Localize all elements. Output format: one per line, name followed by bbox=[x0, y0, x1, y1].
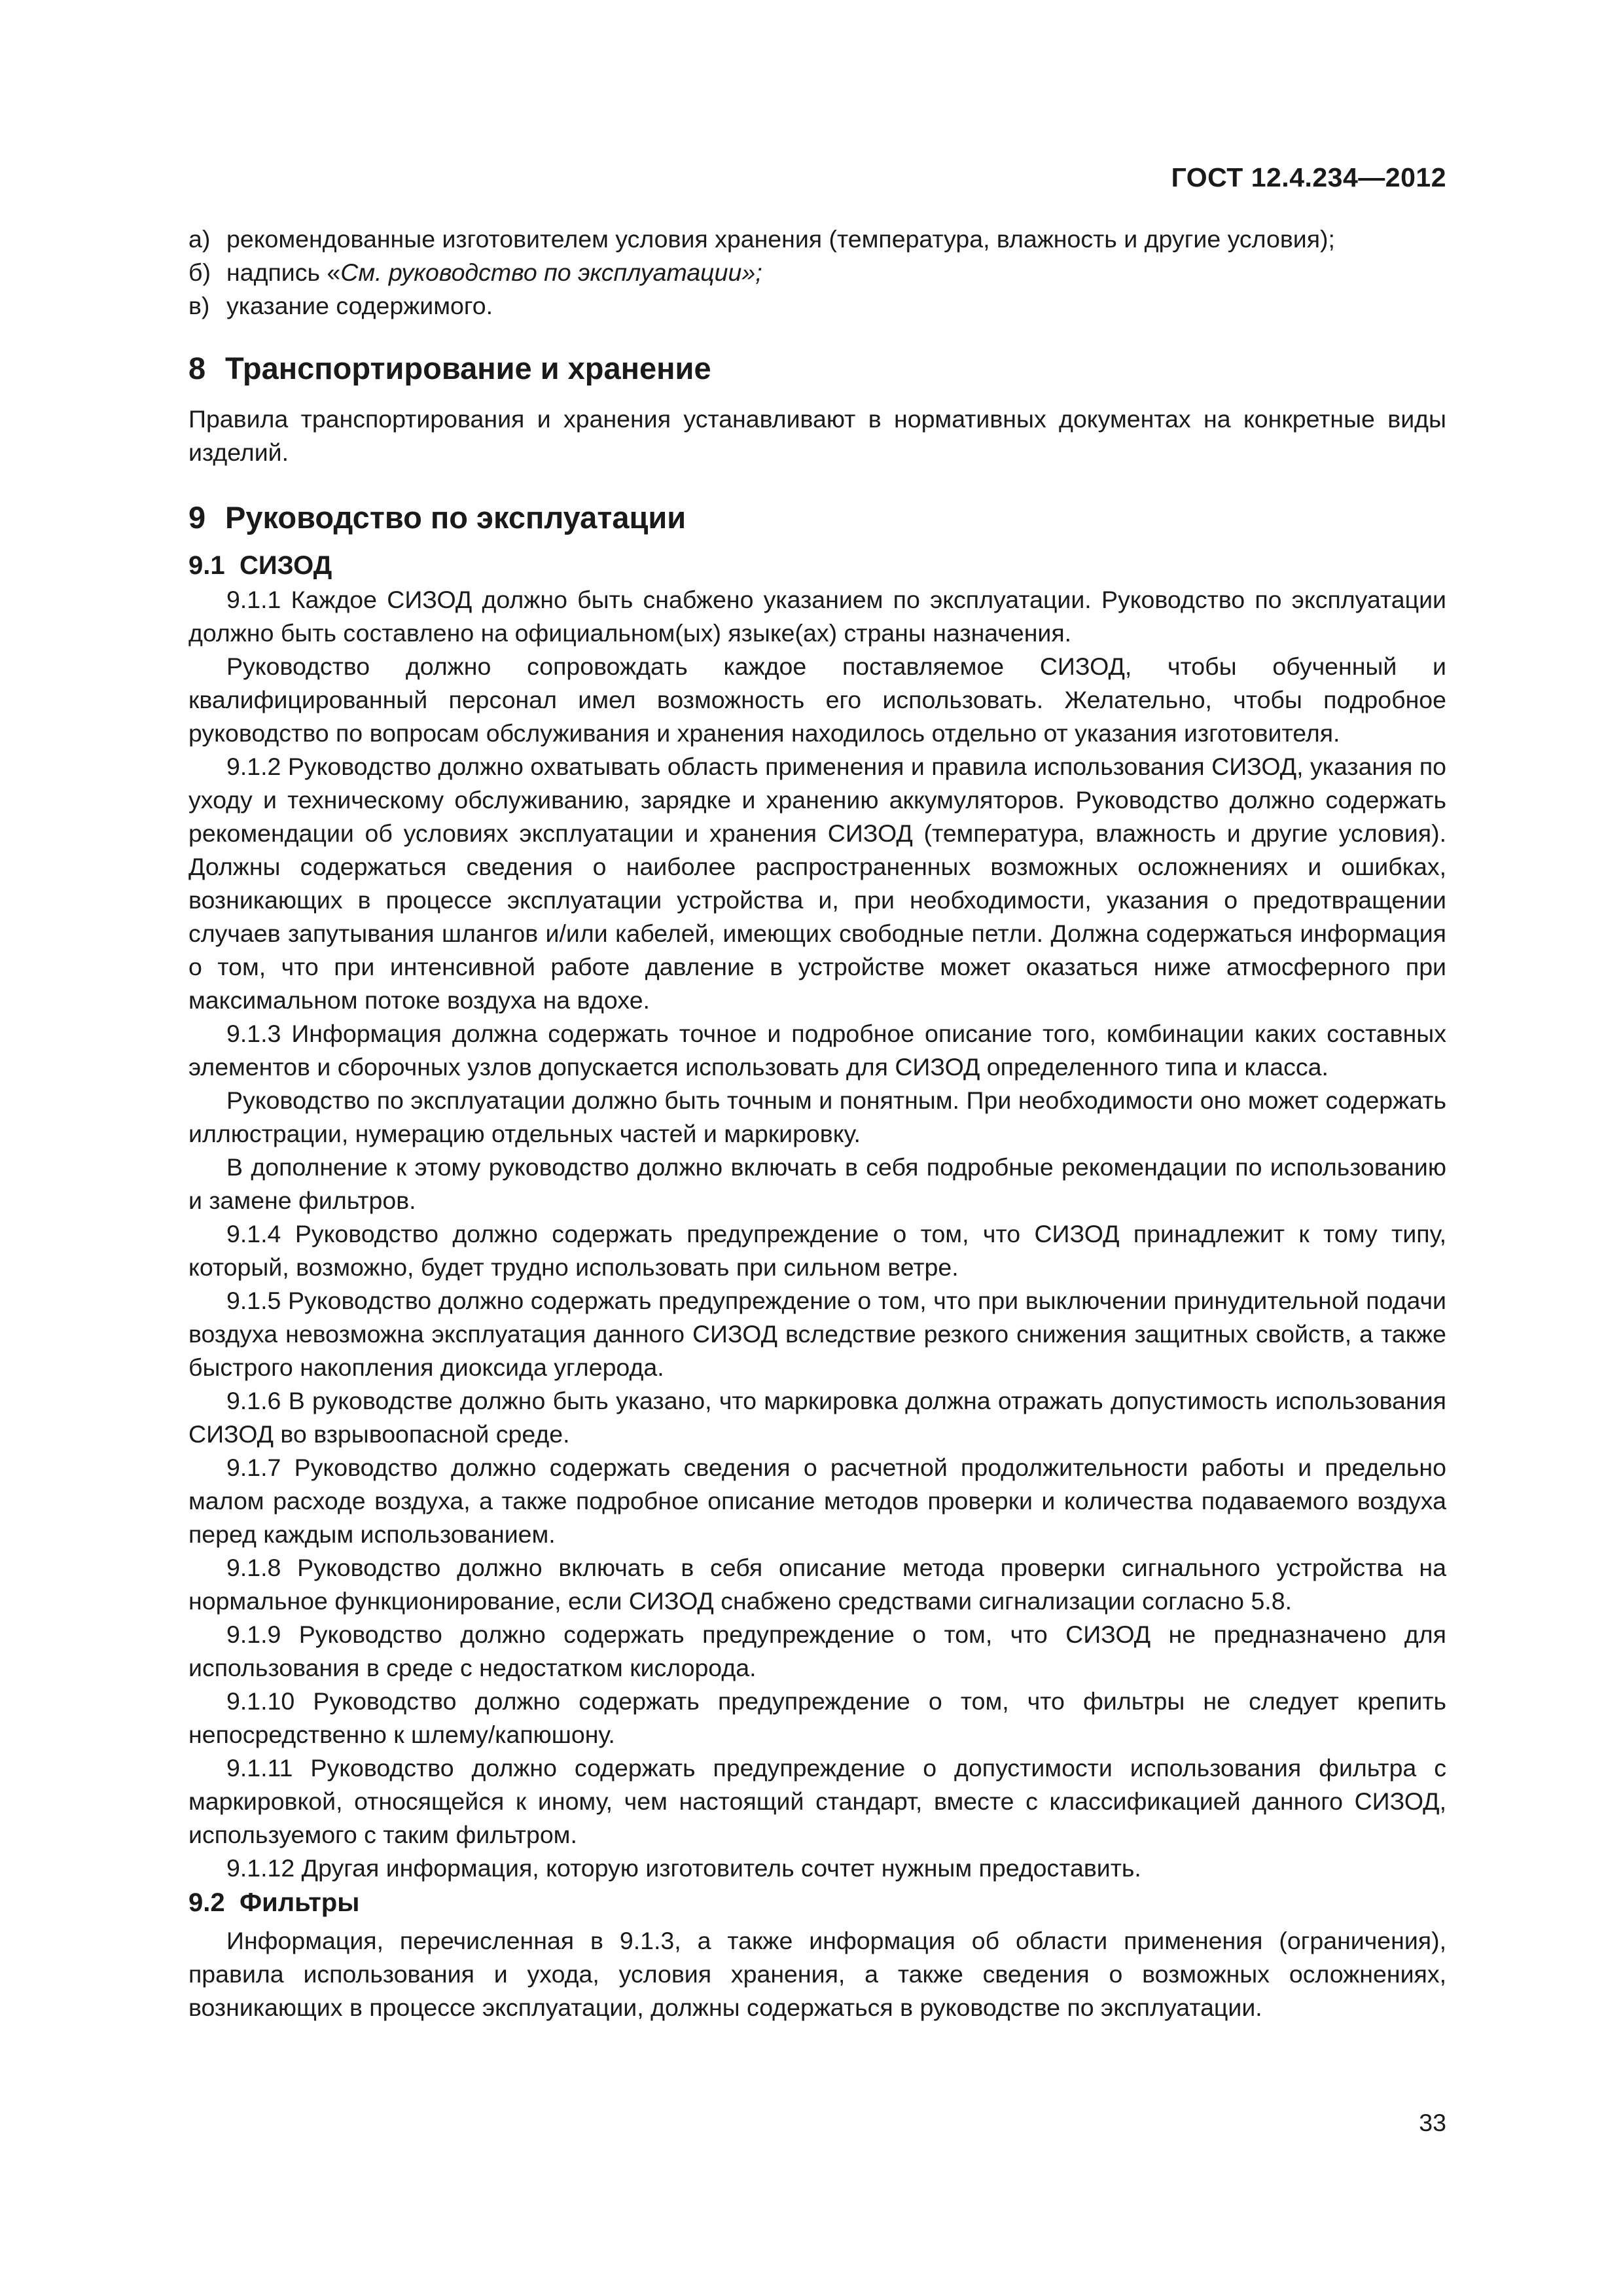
section-title: Транспортирование и хранение bbox=[225, 351, 711, 386]
paragraph bbox=[188, 583, 1446, 650]
list-marker: а) bbox=[188, 225, 211, 253]
section-heading bbox=[188, 498, 1446, 537]
section-heading bbox=[188, 349, 1446, 388]
paragraph bbox=[188, 1217, 1446, 1284]
section-number: 9 bbox=[188, 500, 206, 535]
paragraph-text: 9.1.5 Руководство должно содержать предупреждение о том, что при выключении принудительной подачи воздуха невозможна эксплуатация данного СИЗОД вследствие резкого снижения защитных свойств, а также быстрого накопления диоксида углерода. bbox=[188, 1287, 1446, 1381]
subsection-number: 9.2 bbox=[188, 1888, 225, 1917]
paragraph bbox=[188, 1551, 1446, 1618]
paragraph bbox=[188, 750, 1446, 1017]
list-item bbox=[188, 223, 1446, 256]
paragraph-text: 9.1.8 Руководство должно включать в себя описание метода проверки сигнального устройства на нормальное функционирование, если СИЗОД снабжено средствами сигнализации согласно 5.8. bbox=[188, 1554, 1446, 1615]
list-item bbox=[188, 289, 1446, 323]
list-item-text: указание содержимого. bbox=[226, 292, 493, 319]
paragraph-text: Правила транспортирования и хранения устанавливают в нормативных документах на конкретные виды изделий. bbox=[188, 405, 1446, 466]
list-item-italic-text: См. руководство по эксплуатации»; bbox=[340, 259, 762, 286]
paragraph bbox=[188, 1084, 1446, 1151]
paragraph-text: 9.1.4 Руководство должно содержать предупреждение о том, что СИЗОД принадлежит к тому типу, который, возможно, будет трудно использовать при сильном ветре. bbox=[188, 1220, 1446, 1281]
paragraph bbox=[188, 1451, 1446, 1551]
paragraph bbox=[188, 403, 1446, 469]
paragraph-text: 9.1.3 Информация должна содержать точное и подробное описание того, комбинации каких составных элементов и сборочных узлов допускается использовать для СИЗОД определенного типа и класса. bbox=[188, 1020, 1446, 1081]
section-title: Руководство по эксплуатации bbox=[225, 500, 687, 535]
paragraph-text: 9.1.1 Каждое СИЗОД должно быть снабжено указанием по эксплуатации. Руководство по эксплуатации должно быть составлено на официальном(ых) языке(ах) страны назначения. bbox=[188, 586, 1446, 647]
list-marker: в) bbox=[188, 292, 210, 319]
paragraph bbox=[188, 650, 1446, 750]
paragraph bbox=[188, 1151, 1446, 1217]
page-number: 33 bbox=[1419, 2109, 1446, 2136]
standard-designation: ГОСТ 12.4.234—2012 bbox=[1171, 162, 1446, 192]
paragraph bbox=[188, 1751, 1446, 1852]
paragraph-text: Руководство должно сопровождать каждое поставляемое СИЗОД, чтобы обученный и квалифицированный персонал имел возможность его использовать. Желательно, чтобы подробное руководство по вопросам обслуживания и хранения находилось отдельно от указания изготовителя. bbox=[188, 653, 1446, 747]
paragraph-text: Руководство по эксплуатации должно быть точным и понятным. При необходимости оно может содержать иллюстрации, нумерацию отдельных частей и маркировку. bbox=[188, 1086, 1446, 1147]
list-item-text: рекомендованные изготовителем условия хранения (температура, влажность и другие условия); bbox=[226, 225, 1335, 253]
paragraph-text: 9.1.2 Руководство должно охватывать область применения и правила использования СИЗОД, указания по уходу и техническому обслуживанию, зарядке и хранению аккумуляторов. Руководство должно содержать рекомендации об условиях эксплуатации и хранения СИЗОД (температура, влажность и другие условия). Должны содержаться сведения о наиболее распространенных возможных осложнениях и ошибках, возникающих в процессе эксплуатации устройства и, при необходимости, указания о предотвращении случаев запутывания шлангов и/или кабелей, имеющих свободные петли. Должна содержаться информация о том, что при интенсивной работе давление в устройстве может оказаться ниже атмосферного при максимальном потоке воздуха на вдохе. bbox=[188, 753, 1446, 1014]
paragraph bbox=[188, 1618, 1446, 1685]
paragraph-text: 9.1.11 Руководство должно содержать предупреждение о допустимости использования фильтра с маркировкой, относящейся к иному, чем настоящий стандарт, вместе с классификацией данного СИЗОД, используемого с таким фильтром. bbox=[188, 1754, 1446, 1848]
list-marker: б) bbox=[188, 259, 211, 286]
paragraph bbox=[188, 1924, 1446, 2024]
paragraph-text: 9.1.10 Руководство должно содержать предупреждение о том, что фильтры не следует крепить непосредственно к шлему/капюшону. bbox=[188, 1687, 1446, 1748]
subsection-number: 9.1 bbox=[188, 551, 225, 580]
paragraph bbox=[188, 1284, 1446, 1384]
list-item-text: надпись « bbox=[226, 259, 341, 286]
subsection-heading bbox=[188, 1885, 1446, 1920]
subsection-heading bbox=[188, 548, 1446, 583]
paragraph-text: 9.1.9 Руководство должно содержать предупреждение о том, что СИЗОД не предназначено для использования в среде с недостатком кислорода. bbox=[188, 1621, 1446, 1681]
list-item bbox=[188, 256, 1446, 289]
paragraph bbox=[188, 1685, 1446, 1751]
paragraph bbox=[188, 1384, 1446, 1451]
paragraph bbox=[188, 1852, 1446, 1885]
paragraph-text: В дополнение к этому руководство должно включать в себя подробные рекомендации по использованию и замене фильтров. bbox=[188, 1153, 1446, 1214]
paragraph-text: 9.1.7 Руководство должно содержать сведения о расчетной продолжительности работы и предельно малом расходе воздуха, а также подробное описание методов проверки и количества подаваемого воздуха перед каждым использованием. bbox=[188, 1454, 1446, 1548]
paragraph-text: 9.1.6 В руководстве должно быть указано, что маркировка должна отражать допустимость использования СИЗОД во взрывоопасной среде. bbox=[188, 1387, 1446, 1448]
paragraph bbox=[188, 1017, 1446, 1084]
paragraph-text: Информация, перечисленная в 9.1.3, а также информация об области применения (ограничения), правила использования и ухода, условия хранения, а также сведения о возможных осложнениях, возникающих в процессе эксплуатации, должны содержаться в руководстве по эксплуатации. bbox=[188, 1927, 1446, 2021]
paragraph-group bbox=[188, 583, 1446, 1885]
page-content bbox=[188, 223, 1446, 2024]
section-number: 8 bbox=[188, 351, 206, 386]
subsection-title: Фильтры bbox=[240, 1888, 360, 1917]
subsection-title: СИЗОД bbox=[240, 551, 332, 580]
paragraph-text: 9.1.12 Другая информация, которую изготовитель сочтет нужным предоставить. bbox=[226, 1854, 1141, 1882]
